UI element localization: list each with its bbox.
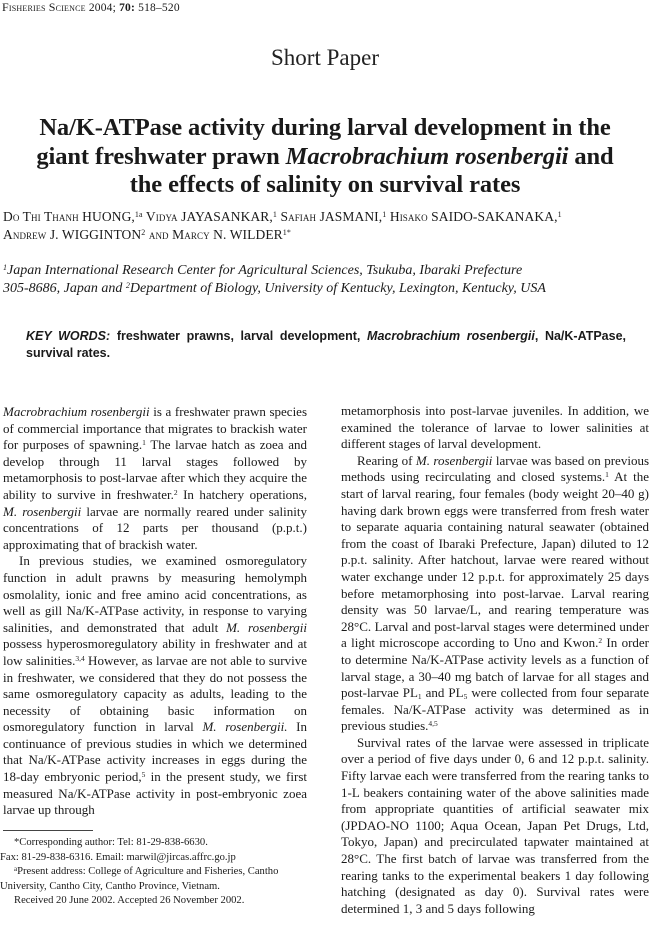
keywords-label: KEY WORDS: — [26, 329, 111, 343]
journal-volume: 70: — [119, 2, 136, 14]
footnote-contact: Fax: 81-29-838-6316. Email: marwil@jircas.affrc.go.jp — [0, 851, 236, 863]
author-name: Do Thi Thanh HUONG, — [3, 209, 135, 224]
author-name: Hisako SAIDO-SAKANAKA, — [389, 209, 558, 224]
paragraph: Macrobrachium rosenbergii is a freshwater prawn species of commercial importance that migrates to brackish water for purposes of spawning.$^1$ The larvae hatch as zoea and develop through 11 larval stages followed by metamorphosis to post-larvae after which they acquire the ability to survive in freshwater.$^2$ In hatchery operations, M. rosenbergii larvae are normally reared under salinity concentrations of 12 parts per thousand (p.p.t.) approximating that of brackish water. — [3, 404, 308, 552]
title-line-1: Na/K-ATPase activity during larval development in the — [39, 114, 611, 141]
author-list: Do Thi Thanh HUONG,$^{1a}$ Vidya JAYASANKAR,$^1$ Safiah JASMANI,$^1$ Hisako SAIDO-SAKANAKA,$^1$ Andrew J. WIGGINTON$^2$ and Marcy N. $WILDER^{1*}$ — [3, 209, 562, 242]
affiliations — [3, 262, 643, 298]
article-type: Short Paper — [271, 45, 379, 70]
author-name: Marcy N. WILDER — [172, 227, 283, 242]
affiliation-line-1: $^1$Japan International Research Center for Agricultural Sciences, Tsukuba, Ibaraki Prefecture — [3, 263, 523, 278]
author-name: Andrew J. WIGGINTON — [3, 227, 142, 242]
journal-pages: 518–520 — [138, 2, 180, 14]
author-name: Safiah JASMANI, — [280, 209, 383, 224]
paragraph: metamorphosis into post-larvae juveniles. In addition, we examined the tolerance of larvae to lower salinities at different stages of larval development. — [341, 403, 649, 452]
title-line-2: giant freshwater prawn Macrobrachium rosenbergii and — [36, 142, 614, 170]
paragraph: In previous studies, we examined osmoregulatory function in adult prawns by measuring hemolymph osmolality, ionic and free amino acid concentrations, as well as gill Na/K-ATPase activity, in response to varying salinities, and demonstrated that adult M. rosenbergii possess hyperosmoregulatory ability in freshwater and at low salinities.$^{3,4}$ However, as larvae are not able to survive in freshwater, we considered that they do not possess the same osmoregulatory capacity as adults, leading to the necessity of obtaining basic information on osmoregulatory function in larval M. rosenbergii. In continuance of previous studies in which we determined that Na/K-ATPase activity increases in eggs during the 18-day embryonic period,$^5$ in the present study, we first measured Na/K-ATPase activity in post-embryonic zoea larvae up through — [3, 553, 307, 818]
title-line-3: the effects of salinity on survival rates — [129, 171, 521, 198]
footnote-present-address-cont: University, Cantho City, Cantho Province, Vietnam. — [0, 880, 220, 892]
footnote-received: Received 20 June 2002. Accepted 26 November 2002. — [14, 895, 245, 907]
footnote-divider — [3, 830, 93, 831]
journal-year: 2004; — [88, 2, 117, 14]
paragraph: Rearing of M. rosenbergii larvae was based on previous methods using recirculating and closed systems.$^1$ At the start of larval rearing, four females (body weight 20–40 g) having dark brown eggs were transferred from fresh water to separate aquaria containing natural seawater (obtained from the coast of Ibaraki Prefecture, Japan) diluted to 12 p.p.t. salinity. After hatchout, larvae were reared without water exchange under 12 p.p.t. for approximately 25 days before metamorphosing into post-larvae. Larval rearing density was 50 larvae/L, and rearing temperature was 28°C. Larval and post-larval stages were determined under a light microscope according to Uno and Kwon.$^2$ In order to determine Na/K-ATPase activity levels as a function of larval stage, a 30–40 mg batch of larvae for all stages and post-larvae $PL_1$ and $PL_5$ were collected from four separate females. Na/K-ATPase activity was determined as in previous studies.$^{4,5}$ — [341, 452, 650, 734]
author-conjunction: and — [148, 227, 169, 242]
body-column-left — [3, 404, 307, 819]
journal-header — [2, 0, 180, 15]
affiliation-line-2: 305-8686, Japan and $^2$Department of Biology, University of Kentucky, Lexington, Kentucky, USA — [3, 281, 546, 296]
paragraph: Survival rates of the larvae were assessed in triplicate over a period of five days under 0, 6 and 12 p.p.t. salinity. Fifty larvae each were transferred from the rearing tanks to 1-L beakers containing water of the above salinities made from appropriate quantities of artificial seawater mix (JPDAO-NO 1100; Aqua Ocean, Japan Pet Drugs, Ltd, Tokyo, Japan) and precirculated tapwater maintained at 28°C. The first batch of larvae was transferred from the rearing tanks to the experimental beakers 1 day following hatching (designated as day 0). Survival rates were determined 1, 3 and 5 days following — [341, 734, 649, 916]
title-species: Macrobrachium rosenbergii — [285, 142, 569, 170]
footnote-present-address: $^a$Present address: College of Agriculture and Fisheries, Cantho — [14, 865, 279, 878]
keywords: KEY WORDS: freshwater prawns, larval development, Macrobrachium rosenbergii, Na/K-ATPase, survival rates. — [26, 329, 626, 360]
article-title — [0, 114, 650, 200]
keyword-species: Macrobrachium rosenbergii — [367, 329, 535, 343]
footnotes — [0, 836, 320, 909]
journal-name: Fisheries Science — [2, 0, 86, 14]
body-column-right — [341, 403, 649, 917]
author-name: Vidya JAYASANKAR, — [145, 209, 273, 224]
footnote-corresponding: *Corresponding author: Tel: 81-29-838-6630. — [14, 837, 208, 848]
